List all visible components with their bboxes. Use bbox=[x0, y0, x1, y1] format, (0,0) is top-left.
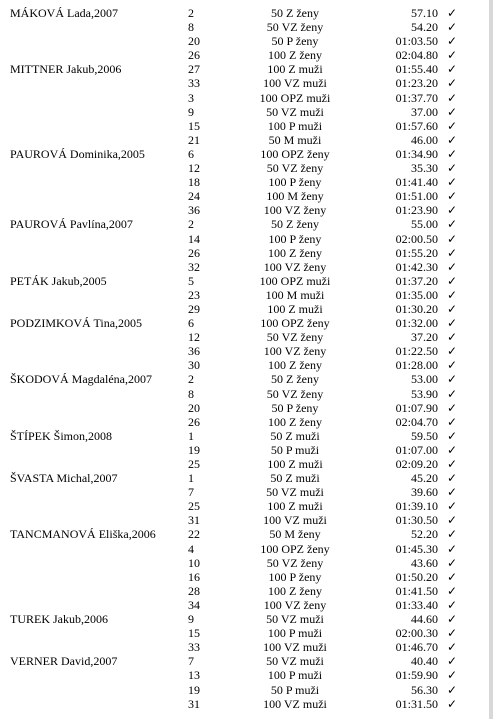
event-number: 14 bbox=[188, 231, 200, 246]
check-icon: ✓ bbox=[447, 259, 458, 274]
result-row bbox=[0, 697, 488, 711]
event-number: 6 bbox=[188, 316, 194, 331]
check-icon: ✓ bbox=[447, 330, 458, 345]
event-name: 100 Z ženy bbox=[268, 414, 322, 429]
event-name: 50 Z ženy bbox=[271, 372, 319, 387]
event-number: 10 bbox=[188, 555, 200, 570]
result-row bbox=[0, 91, 488, 105]
check-icon: ✓ bbox=[447, 555, 458, 570]
event-name: 50 VZ muži bbox=[266, 654, 324, 669]
check-icon: ✓ bbox=[447, 132, 458, 147]
check-icon: ✓ bbox=[447, 583, 458, 598]
event-name: 100 P muži bbox=[267, 118, 323, 133]
event-name: 50 P muži bbox=[270, 682, 320, 697]
event-name: 100 P ženy bbox=[268, 231, 322, 246]
result-time: 01:41.50 bbox=[395, 583, 438, 598]
result-time: 02:09.20 bbox=[395, 457, 438, 471]
result-row bbox=[0, 683, 488, 697]
event-number: 8 bbox=[188, 386, 194, 401]
check-icon: ✓ bbox=[447, 442, 458, 457]
result-time: 01:22.50 bbox=[395, 344, 438, 359]
result-row bbox=[0, 34, 488, 48]
result-row bbox=[0, 48, 488, 62]
check-icon: ✓ bbox=[447, 76, 458, 91]
check-icon: ✓ bbox=[447, 428, 458, 443]
result-row bbox=[0, 288, 488, 302]
check-icon: ✓ bbox=[447, 175, 458, 190]
event-name: 50 M ženy bbox=[269, 527, 321, 542]
result-row bbox=[0, 542, 488, 556]
event-name: 50 Z ženy bbox=[271, 217, 319, 232]
event-number: 32 bbox=[188, 259, 200, 274]
event-name: 100 VZ ženy bbox=[263, 203, 327, 218]
event-number: 13 bbox=[188, 668, 200, 683]
check-icon: ✓ bbox=[447, 146, 458, 161]
swimmer-name: ŠTÍPEK Šimon,2008 bbox=[10, 428, 113, 443]
result-row bbox=[0, 260, 488, 274]
result-row bbox=[0, 612, 488, 626]
result-time: 35.30 bbox=[411, 161, 438, 176]
check-icon: ✓ bbox=[447, 597, 458, 612]
check-icon: ✓ bbox=[447, 527, 458, 542]
check-icon: ✓ bbox=[447, 682, 458, 697]
check-icon: ✓ bbox=[447, 485, 458, 500]
result-time: 56.30 bbox=[411, 682, 438, 697]
event-number: 9 bbox=[188, 612, 194, 627]
check-icon: ✓ bbox=[447, 104, 458, 119]
check-icon: ✓ bbox=[447, 287, 458, 302]
result-time: 01:33.40 bbox=[395, 597, 438, 612]
result-time: 59.50 bbox=[411, 428, 438, 443]
event-name: 100 Z muži bbox=[267, 499, 323, 514]
event-number: 25 bbox=[188, 457, 200, 471]
event-number: 24 bbox=[188, 189, 200, 204]
check-icon: ✓ bbox=[447, 273, 458, 288]
event-name: 50 VZ ženy bbox=[266, 330, 324, 345]
event-number: 22 bbox=[188, 527, 200, 542]
swimmer-name: ŠVASTA Michal,2007 bbox=[10, 471, 118, 486]
check-icon: ✓ bbox=[447, 513, 458, 528]
check-icon: ✓ bbox=[447, 358, 458, 373]
result-time: 01:45.30 bbox=[395, 541, 438, 556]
event-number: 19 bbox=[188, 682, 200, 697]
check-icon: ✓ bbox=[447, 386, 458, 401]
event-name: 50 VZ muži bbox=[266, 485, 324, 500]
result-row bbox=[0, 415, 488, 429]
event-name: 100 Z ženy bbox=[268, 48, 322, 63]
result-row bbox=[0, 654, 488, 668]
check-icon: ✓ bbox=[447, 372, 458, 387]
swimmer-name: TUREK Jakub,2006 bbox=[10, 612, 108, 627]
swimmer-name: MÁKOVÁ Lada,2007 bbox=[10, 6, 118, 20]
result-row bbox=[0, 372, 488, 386]
check-icon: ✓ bbox=[447, 34, 458, 49]
event-number: 26 bbox=[188, 414, 200, 429]
event-name: 100 VZ muži bbox=[263, 76, 327, 91]
event-name: 100 P ženy bbox=[268, 175, 322, 190]
event-number: 9 bbox=[188, 104, 194, 119]
check-icon: ✓ bbox=[447, 20, 458, 35]
result-row bbox=[0, 232, 488, 246]
result-row bbox=[0, 119, 488, 133]
event-name: 100 VZ ženy bbox=[263, 597, 327, 612]
swimmer-name: TANCMANOVÁ Eliška,2006 bbox=[10, 527, 156, 542]
check-icon: ✓ bbox=[447, 471, 458, 486]
result-time: 39.60 bbox=[411, 485, 438, 500]
result-row bbox=[0, 105, 488, 119]
result-row bbox=[0, 147, 488, 161]
event-name: 100 M ženy bbox=[266, 189, 324, 204]
result-time: 53.00 bbox=[411, 372, 438, 387]
event-number: 23 bbox=[188, 287, 200, 302]
event-number: 7 bbox=[188, 654, 194, 669]
result-time: 45.20 bbox=[411, 471, 438, 486]
check-icon: ✓ bbox=[447, 640, 458, 655]
result-time: 01:32.00 bbox=[395, 316, 438, 331]
result-row bbox=[0, 556, 488, 570]
result-time: 01:31.50 bbox=[395, 696, 438, 711]
result-row bbox=[0, 274, 488, 288]
event-number: 20 bbox=[188, 34, 200, 49]
event-name: 100 VZ ženy bbox=[263, 344, 327, 359]
event-number: 12 bbox=[188, 161, 200, 176]
check-icon: ✓ bbox=[447, 231, 458, 246]
result-time: 02:04.80 bbox=[395, 48, 438, 63]
result-time: 01:35.00 bbox=[395, 287, 438, 302]
event-name: 100 VZ muži bbox=[263, 513, 327, 528]
event-name: 100 P ženy bbox=[268, 569, 322, 584]
event-name: 50 Z ženy bbox=[271, 6, 319, 20]
result-row bbox=[0, 598, 488, 612]
result-time: 44.60 bbox=[411, 612, 438, 627]
result-row bbox=[0, 499, 488, 513]
result-time: 01:39.10 bbox=[395, 499, 438, 514]
result-row bbox=[0, 175, 488, 189]
event-name: 50 Z muži bbox=[270, 471, 320, 486]
event-name: 100 Z ženy bbox=[268, 358, 322, 373]
result-row bbox=[0, 316, 488, 330]
result-row bbox=[0, 189, 488, 203]
event-number: 2 bbox=[188, 372, 194, 387]
event-name: 100 VZ ženy bbox=[263, 259, 327, 274]
event-number: 36 bbox=[188, 344, 200, 359]
event-name: 100 VZ muži bbox=[263, 696, 327, 711]
event-number: 16 bbox=[188, 569, 200, 584]
event-name: 50 VZ muži bbox=[266, 612, 324, 627]
result-row bbox=[0, 401, 488, 415]
result-time: 57.10 bbox=[411, 6, 438, 20]
event-name: 50 VZ ženy bbox=[266, 555, 324, 570]
result-time: 02:00.50 bbox=[395, 231, 438, 246]
event-number: 27 bbox=[188, 62, 200, 77]
scrollbar-edge bbox=[489, 0, 493, 719]
event-name: 100 OPZ ženy bbox=[260, 146, 330, 161]
check-icon: ✓ bbox=[447, 457, 458, 471]
check-icon: ✓ bbox=[447, 654, 458, 669]
check-icon: ✓ bbox=[447, 217, 458, 232]
event-number: 26 bbox=[188, 245, 200, 260]
event-number: 5 bbox=[188, 273, 194, 288]
result-row bbox=[0, 527, 488, 541]
check-icon: ✓ bbox=[447, 499, 458, 514]
event-number: 8 bbox=[188, 20, 194, 35]
result-time: 01:50.20 bbox=[395, 569, 438, 584]
results-sheet bbox=[0, 6, 488, 711]
result-time: 01:51.00 bbox=[395, 189, 438, 204]
result-row bbox=[0, 668, 488, 682]
event-number: 2 bbox=[188, 6, 194, 20]
swimmer-name: MITTNER Jakub,2006 bbox=[10, 62, 122, 77]
event-number: 18 bbox=[188, 175, 200, 190]
result-time: 01:03.50 bbox=[395, 34, 438, 49]
result-row bbox=[0, 161, 488, 175]
result-time: 01:42.30 bbox=[395, 259, 438, 274]
event-number: 4 bbox=[188, 541, 194, 556]
result-row bbox=[0, 358, 488, 372]
event-number: 6 bbox=[188, 146, 194, 161]
event-number: 3 bbox=[188, 90, 194, 105]
event-number: 33 bbox=[188, 640, 200, 655]
result-row bbox=[0, 302, 488, 316]
result-time: 37.20 bbox=[411, 330, 438, 345]
event-name: 50 P muži bbox=[270, 442, 320, 457]
result-row bbox=[0, 471, 488, 485]
result-time: 01:37.70 bbox=[395, 90, 438, 105]
result-time: 46.00 bbox=[411, 132, 438, 147]
event-name: 50 VZ ženy bbox=[266, 386, 324, 401]
event-name: 100 VZ muži bbox=[263, 640, 327, 655]
result-time: 52.20 bbox=[411, 527, 438, 542]
swimmer-name: PAUROVÁ Pavlína,2007 bbox=[10, 217, 133, 232]
check-icon: ✓ bbox=[447, 316, 458, 331]
result-row bbox=[0, 640, 488, 654]
check-icon: ✓ bbox=[447, 6, 458, 20]
result-row bbox=[0, 570, 488, 584]
result-time: 01:07.90 bbox=[395, 400, 438, 415]
event-number: 26 bbox=[188, 48, 200, 63]
result-row bbox=[0, 62, 488, 76]
event-name: 50 Z muži bbox=[270, 428, 320, 443]
event-number: 1 bbox=[188, 471, 194, 486]
result-row bbox=[0, 513, 488, 527]
result-row bbox=[0, 387, 488, 401]
event-number: 28 bbox=[188, 583, 200, 598]
result-time: 02:04.70 bbox=[395, 414, 438, 429]
result-time: 01:23.90 bbox=[395, 203, 438, 218]
result-row bbox=[0, 584, 488, 598]
check-icon: ✓ bbox=[447, 245, 458, 260]
event-number: 31 bbox=[188, 513, 200, 528]
result-time: 54.20 bbox=[411, 20, 438, 35]
check-icon: ✓ bbox=[447, 696, 458, 711]
event-number: 36 bbox=[188, 203, 200, 218]
event-name: 100 Z ženy bbox=[268, 245, 322, 260]
check-icon: ✓ bbox=[447, 118, 458, 133]
event-number: 12 bbox=[188, 330, 200, 345]
event-number: 20 bbox=[188, 400, 200, 415]
check-icon: ✓ bbox=[447, 541, 458, 556]
swimmer-name: ŠKODOVÁ Magdaléna,2007 bbox=[10, 372, 152, 387]
result-time: 01:34.90 bbox=[395, 146, 438, 161]
event-name: 100 OPZ muži bbox=[259, 273, 331, 288]
result-row bbox=[0, 133, 488, 147]
result-row bbox=[0, 330, 488, 344]
result-time: 01:46.70 bbox=[395, 640, 438, 655]
event-name: 100 Z ženy bbox=[268, 583, 322, 598]
result-row bbox=[0, 246, 488, 260]
event-number: 31 bbox=[188, 696, 200, 711]
swimmer-name: PAUROVÁ Dominika,2005 bbox=[10, 146, 145, 161]
check-icon: ✓ bbox=[447, 612, 458, 627]
check-icon: ✓ bbox=[447, 344, 458, 359]
result-time: 01:57.60 bbox=[395, 118, 438, 133]
event-name: 100 M muži bbox=[265, 287, 325, 302]
swimmer-name: VERNER David,2007 bbox=[10, 654, 118, 669]
result-time: 01:28.00 bbox=[395, 358, 438, 373]
result-row bbox=[0, 20, 488, 34]
check-icon: ✓ bbox=[447, 90, 458, 105]
event-number: 1 bbox=[188, 428, 194, 443]
check-icon: ✓ bbox=[447, 161, 458, 176]
event-name: 50 P ženy bbox=[271, 34, 319, 49]
check-icon: ✓ bbox=[447, 62, 458, 77]
event-name: 50 VZ muži bbox=[266, 104, 324, 119]
event-name: 50 M muži bbox=[268, 132, 322, 147]
check-icon: ✓ bbox=[447, 626, 458, 641]
event-number: 15 bbox=[188, 626, 200, 641]
result-row bbox=[0, 344, 488, 358]
result-time: 01:41.40 bbox=[395, 175, 438, 190]
event-name: 100 OPZ ženy bbox=[260, 541, 330, 556]
event-name: 100 P muži bbox=[267, 668, 323, 683]
result-time: 55.00 bbox=[411, 217, 438, 232]
event-name: 100 Z muži bbox=[267, 457, 323, 471]
event-name: 100 P muži bbox=[267, 626, 323, 641]
event-number: 25 bbox=[188, 499, 200, 514]
result-time: 01:55.40 bbox=[395, 62, 438, 77]
event-name: 100 Z muži bbox=[267, 301, 323, 316]
event-number: 15 bbox=[188, 118, 200, 133]
result-time: 43.60 bbox=[411, 555, 438, 570]
event-number: 30 bbox=[188, 358, 200, 373]
event-number: 2 bbox=[188, 217, 194, 232]
result-time: 01:30.20 bbox=[395, 301, 438, 316]
event-name: 100 OPZ muži bbox=[259, 90, 331, 105]
event-number: 33 bbox=[188, 76, 200, 91]
event-number: 34 bbox=[188, 597, 200, 612]
result-time: 02:00.30 bbox=[395, 626, 438, 641]
result-time: 37.00 bbox=[411, 104, 438, 119]
swimmer-name: PODZIMKOVÁ Tina,2005 bbox=[10, 316, 143, 331]
event-name: 100 Z muži bbox=[267, 62, 323, 77]
result-time: 53.90 bbox=[411, 386, 438, 401]
check-icon: ✓ bbox=[447, 301, 458, 316]
check-icon: ✓ bbox=[447, 414, 458, 429]
result-row bbox=[0, 429, 488, 443]
event-number: 7 bbox=[188, 485, 194, 500]
result-row bbox=[0, 443, 488, 457]
result-row bbox=[0, 457, 488, 471]
check-icon: ✓ bbox=[447, 569, 458, 584]
event-name: 100 OPZ ženy bbox=[260, 316, 330, 331]
check-icon: ✓ bbox=[447, 668, 458, 683]
check-icon: ✓ bbox=[447, 48, 458, 63]
check-icon: ✓ bbox=[447, 189, 458, 204]
result-time: 01:30.50 bbox=[395, 513, 438, 528]
result-time: 01:07.00 bbox=[395, 442, 438, 457]
event-number: 21 bbox=[188, 132, 200, 147]
check-icon: ✓ bbox=[447, 203, 458, 218]
result-time: 40.40 bbox=[411, 654, 438, 669]
check-icon: ✓ bbox=[447, 400, 458, 415]
swimmer-name: PETÁK Jakub,2005 bbox=[10, 273, 107, 288]
event-name: 50 VZ ženy bbox=[266, 161, 324, 176]
result-row bbox=[0, 217, 488, 231]
result-row bbox=[0, 203, 488, 217]
result-time: 01:55.20 bbox=[395, 245, 438, 260]
event-number: 29 bbox=[188, 301, 200, 316]
result-row bbox=[0, 485, 488, 499]
result-time: 01:59.90 bbox=[395, 668, 438, 683]
result-row bbox=[0, 6, 488, 20]
event-name: 50 VZ ženy bbox=[266, 20, 324, 35]
result-time: 01:37.20 bbox=[395, 273, 438, 288]
event-number: 19 bbox=[188, 442, 200, 457]
result-row bbox=[0, 76, 488, 90]
result-row bbox=[0, 626, 488, 640]
result-time: 01:23.20 bbox=[395, 76, 438, 91]
event-name: 50 P ženy bbox=[271, 400, 319, 415]
